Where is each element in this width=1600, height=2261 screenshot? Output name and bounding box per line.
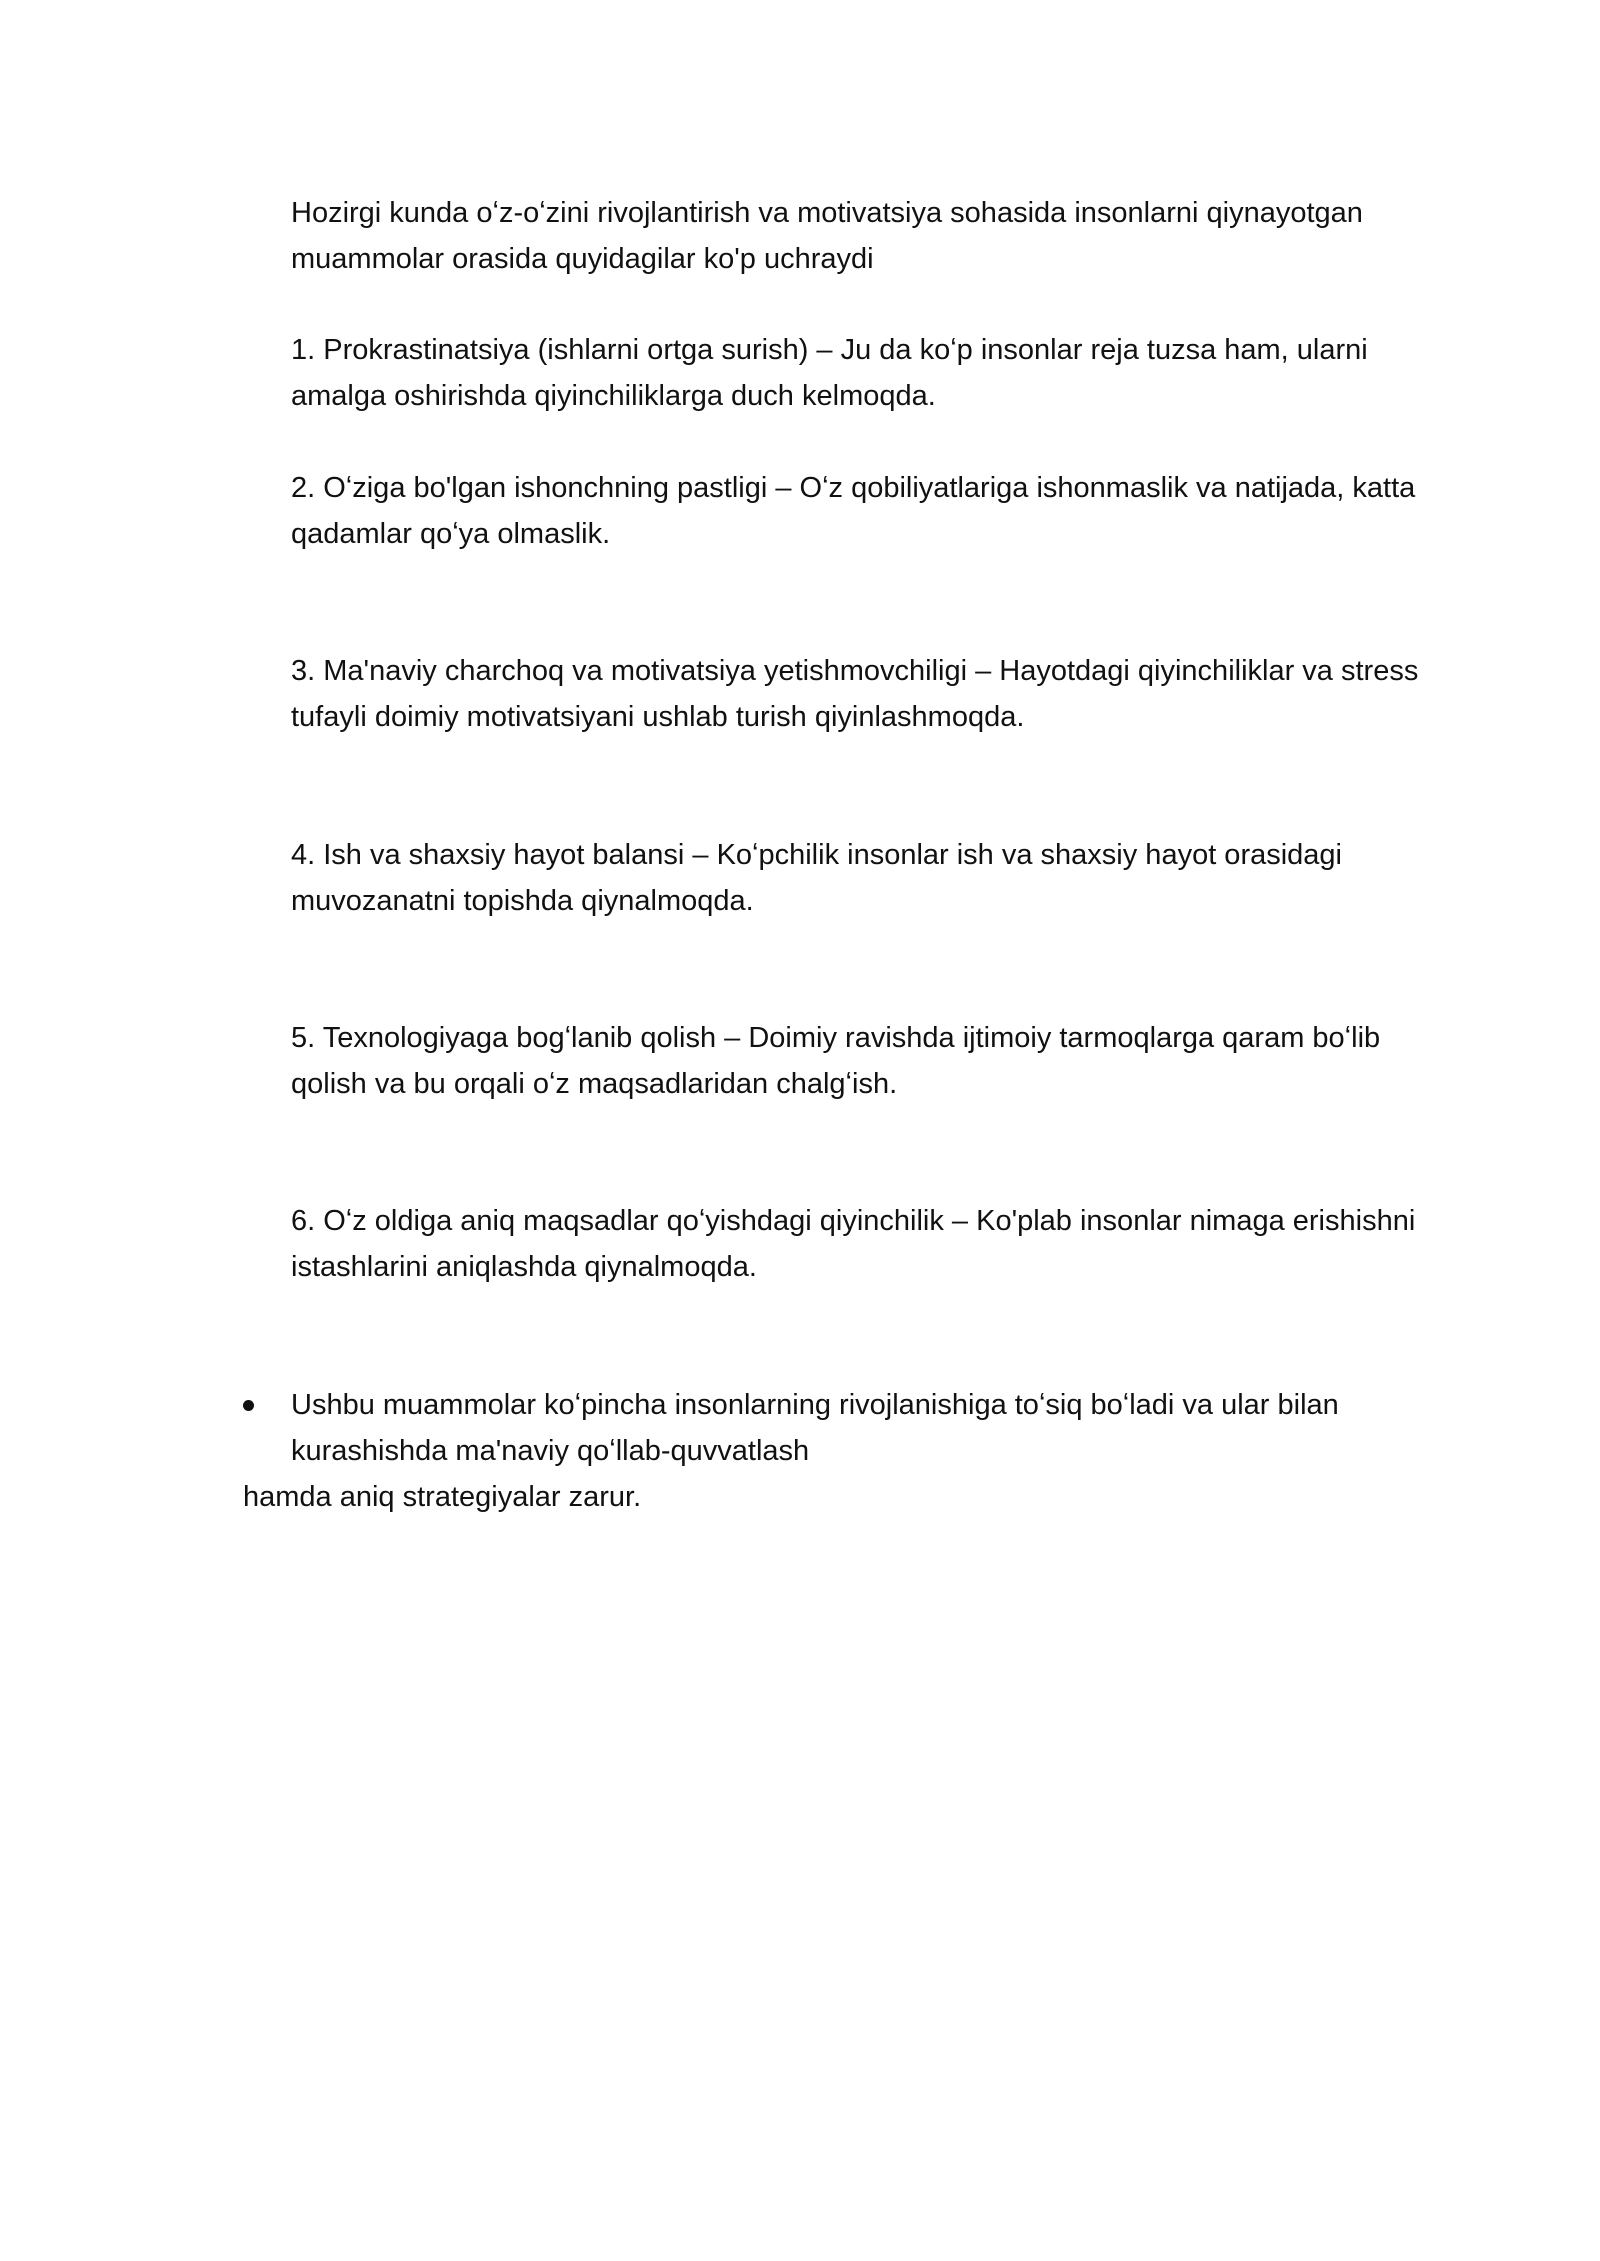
bullet-icon [243, 1400, 254, 1411]
list-item-5: 5. Texnologiyaga bogʻlanib qolish – Doimiy ravishda ijtimoiy tarmoqlarga qaram boʻlib qolish va bu orqali oʻz maqsadlaridan chalgʻish. [291, 1022, 1381, 1100]
list-item-2: 2. Oʻziga bo'lgan ishonchning pastligi – Oʻz qobiliyatlariga ishonmaslik va natijada, katta qadamlar qoʻya olmaslik. [291, 472, 1416, 550]
list-item-4: 4. Ish va shaxsiy hayot balansi – Koʻpchilik insonlar ish va shaxsiy hayot orasidagi muvozanatni topishda qiynalmoqda. [291, 839, 1342, 917]
list-item-1: 1. Prokrastinatsiya (ishlarni ortga surish) – Ju da koʻp insonlar reja tuzsa ham, ularni amalga oshirishda qiyinchiliklarga duch kelmoqda. [291, 334, 1368, 412]
list-item-3: 3. Ma'naviy charchoq va motivatsiya yetishmovchiligi – Hayotdagi qiyinchiliklar va stress tufayli doimiy motivatsiyani ushlab turish qiyinlashmoqda. [291, 655, 1419, 733]
intro-paragraph: Hozirgi kunda oʻz-oʻzini rivojlantirish va motivatsiya sohasida insonlarni qiynayotgan muammolar orasida quyidagilar ko'p uchraydi [291, 197, 1363, 275]
bullet-text: Ushbu muammolar koʻpincha insonlarning rivojlanishiga toʻsiq boʻladi va ular bilan kurashishda ma'naviy qoʻllab-quvvatlash [291, 1389, 1339, 1467]
list-item-6: 6. Oʻz oldiga aniq maqsadlar qoʻyishdagi qiyinchilik – Ko'plab insonlar nimaga erishishni istashlarini aniqlashda qiynalmoqda. [291, 1205, 1416, 1283]
bullet-continuation: hamda aniq strategiyalar zarur. [243, 1481, 642, 1513]
